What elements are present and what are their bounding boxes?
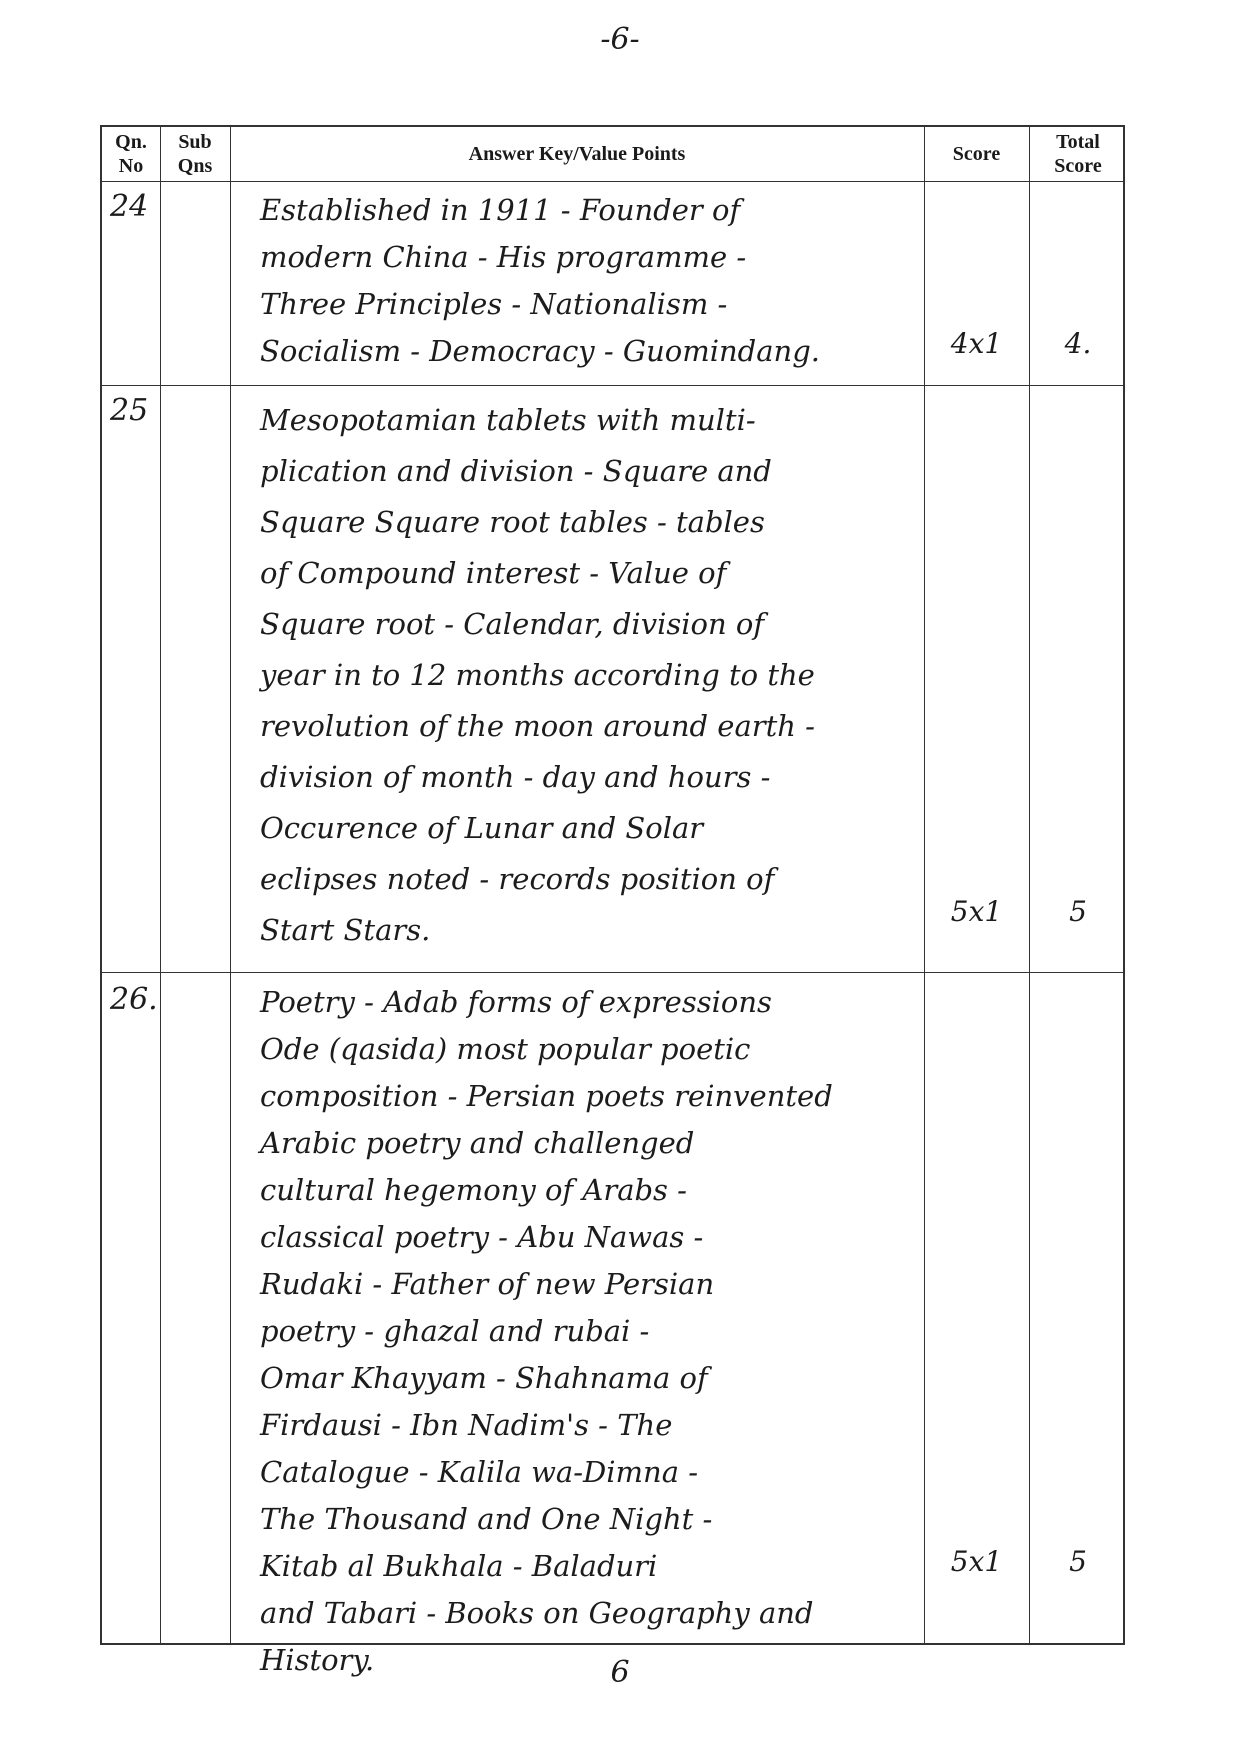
total-score-value: 5 — [1069, 1545, 1087, 1578]
column-divider — [230, 127, 231, 1643]
score-value: 5x1 — [950, 895, 1003, 928]
total-score-value: 5 — [1069, 895, 1087, 928]
question-number: 26. — [110, 982, 158, 1017]
answer-text: Poetry - Adab forms of expressions Ode (qasida) most popular poetic composition - Persian poets reinvented Arabic poetry and challenged cultural hegemony of Arabs - classical poetry - Abu Nawas - Rudaki - Father of new Persian poetry - ghazal and rubai - Omar Khayyam - Shahnama of Firdausi - Ibn Nadim's - The Catalogue - Kalila wa-Dimna - The Thousand and One Night - Kitab al Bukhala - Baladuri and Tabari - Books on Geography and History. — [260, 985, 833, 1677]
row-divider — [102, 181, 1123, 182]
answer-key-table — [100, 125, 1125, 1677]
page-number-top: -6- — [600, 22, 640, 57]
header-score: Score — [952, 143, 1001, 165]
column-divider — [160, 127, 161, 1643]
header-sub-qns: Sub Qns — [177, 131, 213, 177]
total-score-value: 4. — [1064, 327, 1092, 360]
header-qn-no: Qn. No — [115, 131, 147, 177]
score-value: 5x1 — [950, 1545, 1003, 1578]
header-answer-key: Answer Key/Value Points — [468, 143, 686, 165]
score-value: 4x1 — [950, 327, 1003, 360]
page-number-bottom: 6 — [610, 1655, 630, 1690]
row-divider — [102, 972, 1123, 973]
answer-text: Mesopotamian tablets with multi- plication and division - Square and Square Square root tables - tables of Compound interest - Value of Square root - Calendar, division of year in to 12 months according to the revolution of the moon around earth - division of month - day and hours - Occurence of Lunar and Solar eclipses noted - records position of Start Stars. — [260, 403, 815, 947]
question-number: 24 — [110, 189, 149, 224]
answer-text: Established in 1911 - Founder of modern China - His programme - Three Principles - Nationalism - Socialism - Democracy - Guomindang. — [260, 193, 820, 368]
row-divider — [102, 385, 1123, 386]
header-total-score: Total Score — [1054, 131, 1102, 177]
question-number: 25 — [110, 393, 149, 428]
